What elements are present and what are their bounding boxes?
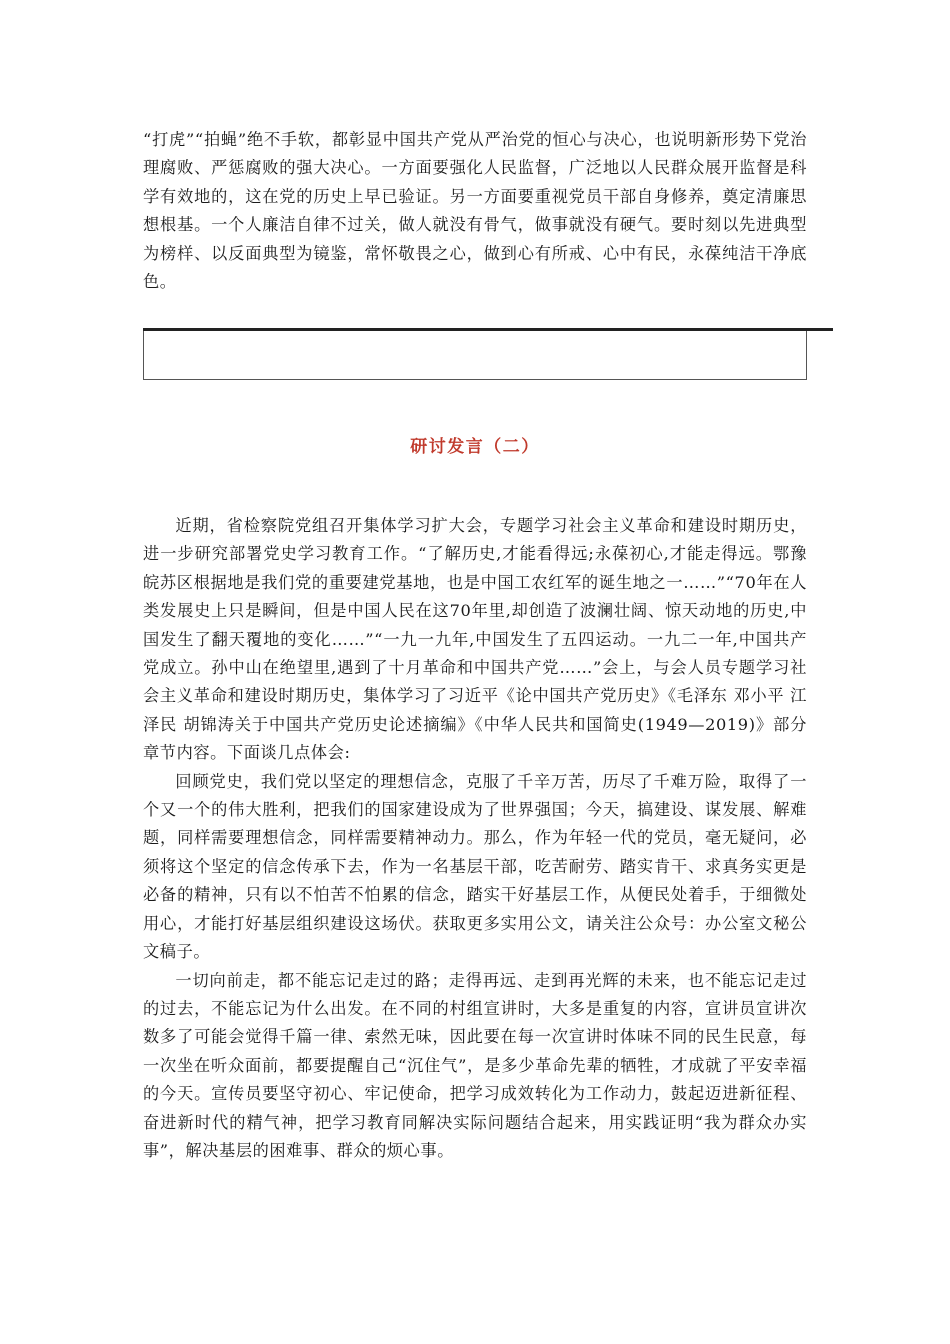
body-text <box>143 512 807 1165</box>
paragraph-1: 近期，省检察院党组召开集体学习扩大会，专题学习社会主义革命和建设时期历史，进一步研究部署党史学习教育工作。“了解历史,才能看得远;永葆初心,才能走得远。鄂豫皖苏区根据地是我们党的重要建党基地，也是中国工农红军的诞生地之一……”“70年在人类发展史上只是瞬间，但是中国人民在这70年里,却创造了波澜壮阔、惊天动地的历史,中国发生了翻天覆地的变化……”“一九一九年,中国发生了五四运动。一九二一年,中国共产党成立。孙中山在绝望里,遇到了十月革命和中国共产党……”会上，与会人员专题学习社会主义革命和建设时期历史，集体学习了习近平《论中国共产党历史》《毛泽东 邓小平 江泽民 胡锦涛关于中国共产党历史论述摘编》《中华人民共和国简史(1949—2019)》部分章节内容。下面谈几点体会: <box>143 516 807 763</box>
section-title: 研讨发言（二） <box>410 437 540 457</box>
paragraph-3: 一切向前走，都不能忘记走过的路；走得再远、走到再光辉的未来，也不能忘记走过的过去，不能忘记为什么出发。在不同的村组宣讲时，大多是重复的内容，宣讲员宣讲次数多了可能会觉得千篇一律、索然无味，因此要在每一次宣讲时体味不同的民生民意，每一次坐在听众面前，都要提醒自己“沉住气”，是多少革命先辈的牺牲，才成就了平安幸福的今天。宣传员要坚守初心、牢记使命，把学习成效转化为工作动力，鼓起迈进新征程、奋进新时代的精气神，把学习教育同解决实际问题结合起来，用实践证明“我为群众办实事”，解决基层的困难事、群众的烦心事。 <box>143 970 807 1160</box>
top-paragraph: “打虎”“拍蝇”绝不手软，都彰显中国共产党从严治党的恒心与决心，也说明新形势下党治理腐败、严惩腐败的强大决心。一方面要强化人民监督，广泛地以人民群众展开监督是科学有效地的，这在党的历史上早已验证。另一方面要重视党员干部自身修养，奠定清廉思想根基。一个人廉洁自律不过关，做人就没有骨气，做事就没有硬气。要时刻以先进典型为榜样、以反面典型为镜鉴，常怀敬畏之心，做到心有所戒、心中有民，永葆纯洁干净底色。 <box>143 130 807 292</box>
top-paragraph-block <box>143 126 807 296</box>
empty-frame-box <box>143 331 807 380</box>
paragraph-2: 回顾党史，我们党以坚定的理想信念，克服了千辛万苦，历尽了千难万险，取得了一个又一个的伟大胜利，把我们的国家建设成为了世界强国；今天，搞建设、谋发展、解难题，同样需要理想信念，同样需要精神动力。那么，作为年轻一代的党员，毫无疑问，必须将这个坚定的信念传承下去，作为一名基层干部，吃苦耐劳、踏实肯干、求真务实更是必备的精神，只有以不怕苦不怕累的信念，踏实干好基层工作，从便民处着手，于细微处用心，才能打好基层组织建设这场伏。获取更多实用公文，请关注公众号：办公室文秘公文稿子。 <box>143 771 807 962</box>
